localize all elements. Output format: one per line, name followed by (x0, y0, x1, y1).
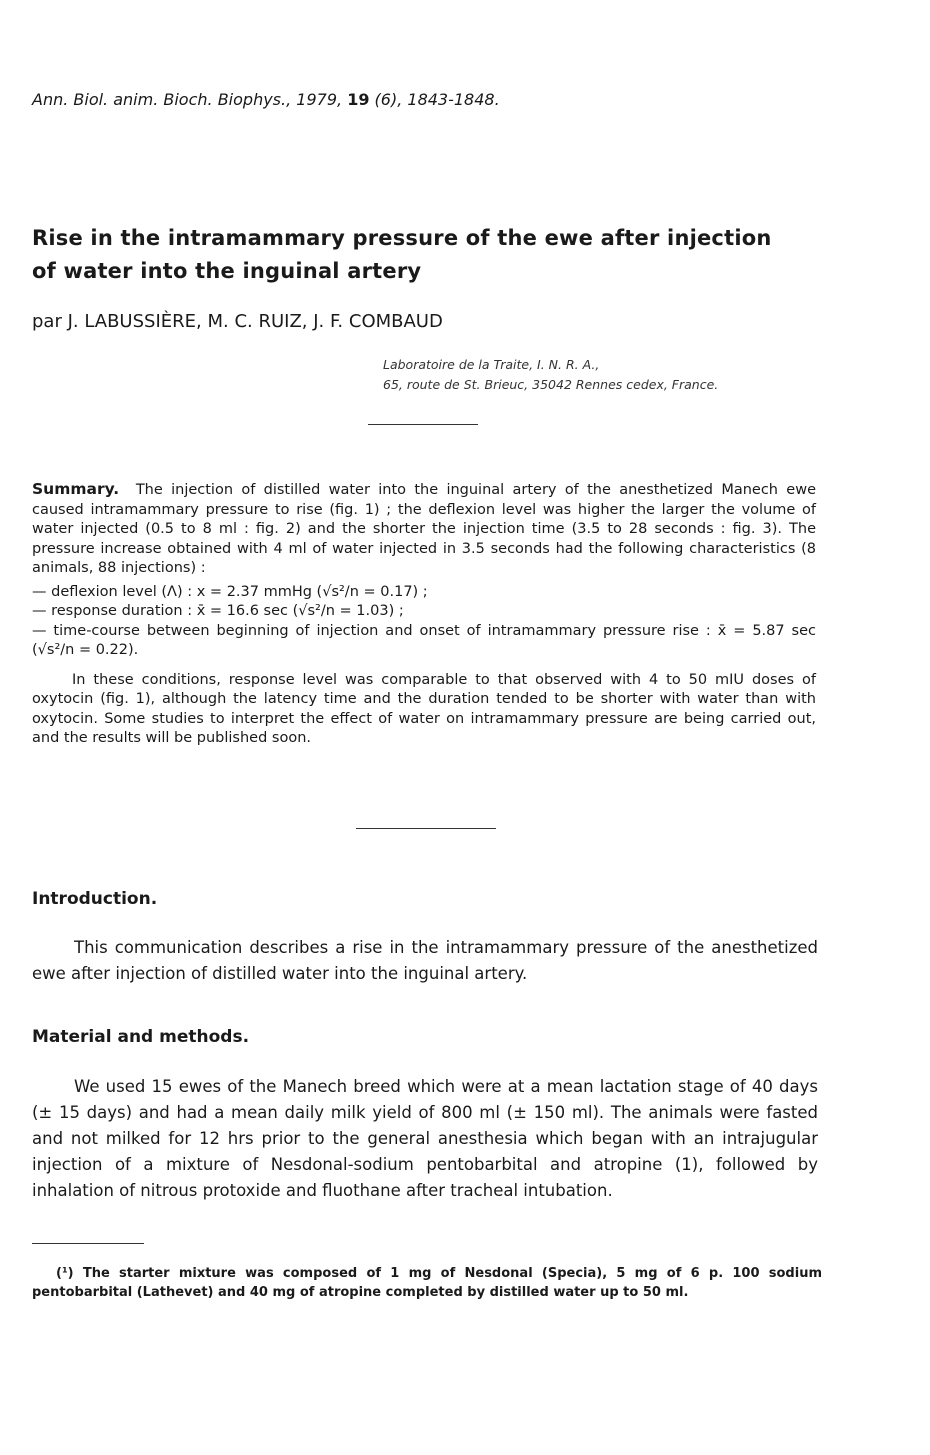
affiliation (383, 355, 718, 395)
journal-issue-pages: (6), 1843-1848. (374, 90, 500, 109)
summary-block (32, 480, 816, 749)
summary-label: Summary. (32, 480, 120, 498)
journal-name: Ann. Biol. anim. Bioch. Biophys., (32, 90, 292, 109)
summary-paragraph-1: The injection of distilled water into the inguinal artery of the anesthetized Manech ewe caused intramammary pressure to rise (fig. 1) ; the deflexion level was higher the larger the volume of water injected (0.5 to 8 ml : fig. 2) and the shorter the injection time (3.5 to 28 seconds : fig. 3). The pressure increase obtained with 4 ml of water injected in 3.5 seconds had the following characteristics (8 animals, 88 injections) : (32, 482, 817, 576)
title-line-1: Rise in the intramammary pressure of the ewe after injection (32, 226, 772, 250)
authors: par J. LABUSSIÈRE, M. C. RUIZ, J. F. COMBAUD (32, 311, 443, 332)
title-line-2: of water into the inguinal artery (32, 259, 422, 283)
affiliation-line-1: Laboratoire de la Traite, I. N. R. A., (383, 357, 600, 372)
journal-year: 1979, (296, 90, 343, 109)
footnote-text: (¹) The starter mixture was composed of 1 mg of Nesdonal (Specia), 5 mg of 6 p. 100 sodium pentobarbital (Lathevet) and 40 mg of atropine completed by distilled water up to 50 ml. (32, 1266, 822, 1300)
methods-paragraph: We used 15 ewes of the Manech breed which were at a mean lactation stage of 40 days (± 15 days) and had a mean daily milk yield of 800 ml (± 150 ml). The animals were fasted and not milked for 12 hrs prior to the general anesthesia which began with an intrajugular injection of a mixture of Nesdonal-sodium pentobarbital and atropine (1), followed by inhalation of nitrous protoxide and fluothane after tracheal intubation. (32, 1077, 818, 1200)
section-heading-methods: Material and methods. (32, 1027, 250, 1047)
introduction-paragraph: This communication describes a rise in the intramammary pressure of the anesthetized ewe after injection of distilled water into the inguinal artery. (32, 938, 818, 983)
methods-text (32, 1074, 818, 1204)
introduction-text (32, 935, 818, 987)
summary-item-2: — response duration : x̄ = 16.6 sec (√s²/n = 1.03) ; (32, 603, 404, 619)
summary-item-3: — time-course between beginning of injection and onset of intramammary pressure rise : x̄ = 5.87 sec (√s²/n = 0.22). (32, 622, 816, 658)
footnote (32, 1264, 822, 1302)
section-heading-introduction: Introduction. (32, 889, 158, 909)
divider-rule (368, 424, 478, 425)
journal-volume: 19 (347, 90, 370, 109)
summary-paragraph-2: In these conditions, response level was comparable to that observed with 4 to 50 mIU doses of oxytocin (fig. 1), although the latency time and the duration tended to be shorter with water than with oxytocin. Some studies to interpret the effect of water on intramammary pressure are being carried out, and the results will be published soon. (32, 671, 816, 746)
summary-item-1: — deflexion level (Λ) : x = 2.37 mmHg (√s²/n = 0.17) ; (32, 583, 428, 600)
journal-citation (32, 90, 500, 109)
footnote-rule (32, 1243, 144, 1244)
divider-rule (356, 828, 496, 829)
affiliation-line-2: 65, route de St. Brieuc, 35042 Rennes cedex, France. (383, 377, 719, 392)
paper-title (32, 222, 912, 288)
